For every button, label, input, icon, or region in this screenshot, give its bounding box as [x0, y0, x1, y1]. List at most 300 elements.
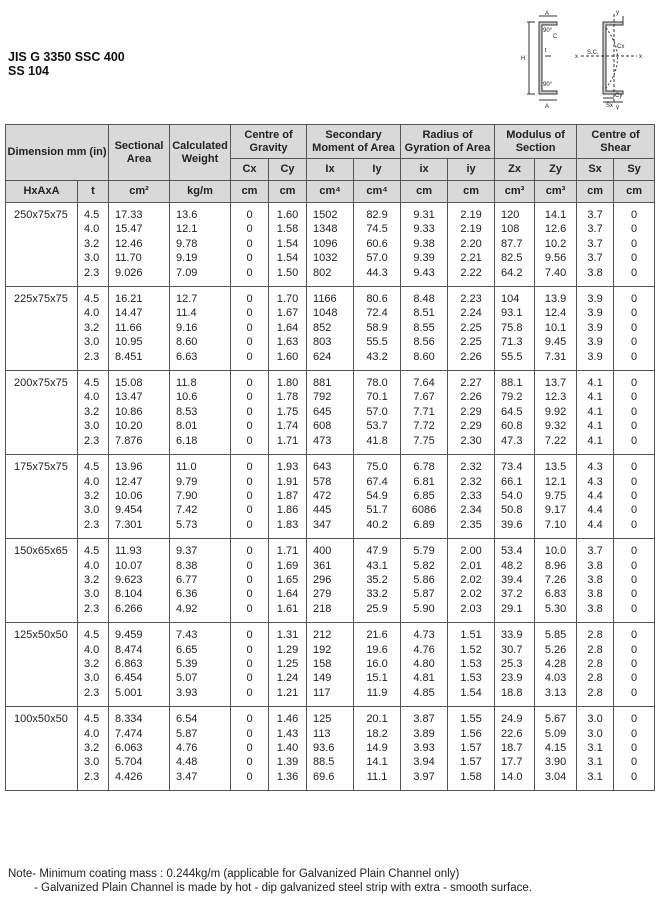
cell-value: 3.87 — [413, 713, 435, 726]
cell-value: 12.46 — [115, 237, 143, 250]
cell-value: 6.89 — [413, 518, 435, 531]
cell-value: 108 — [501, 223, 520, 236]
cell-value: 2.29 — [460, 420, 482, 433]
unit-sx: cm — [577, 181, 614, 203]
cell-value: 54.0 — [501, 489, 523, 502]
header-modulus-section: Modulus of Section — [495, 125, 577, 159]
cell-value: 4.1 — [587, 391, 603, 404]
cell-value: 2.20 — [460, 237, 482, 250]
cell-value: 14.1 — [366, 756, 388, 769]
cell-value: 8.451 — [115, 350, 143, 363]
cell-value: 1.65 — [276, 573, 299, 586]
cell-value: 803 — [313, 336, 332, 349]
cell-value: 0 — [631, 350, 638, 363]
cell-value: 0 — [246, 727, 253, 740]
cell-value: 0 — [246, 770, 253, 783]
cell-value: 14.1 — [544, 209, 567, 221]
cell-value: 149 — [313, 672, 332, 685]
cell-value: 9.623 — [115, 573, 143, 586]
cell-sy — [614, 707, 655, 791]
diagram-label-cx: Cx — [617, 44, 625, 50]
cell-value: 3.1 — [587, 770, 603, 783]
cell-value: 80.6 — [366, 293, 388, 306]
cell-value: 0 — [631, 573, 638, 586]
diagram-label-x-left: x — [575, 54, 578, 60]
cell-value: 0 — [246, 377, 253, 390]
cell-value: 0 — [631, 672, 638, 685]
cell-sx — [577, 455, 614, 539]
cell-value: 0 — [246, 266, 253, 279]
cell-value: 361 — [313, 559, 332, 572]
cell-value: 1.21 — [276, 686, 299, 699]
cell-value: 93.6 — [313, 742, 335, 754]
cell-ix-radius — [401, 287, 448, 371]
cell-value: 624 — [313, 350, 332, 363]
cell-value: 6.063 — [115, 742, 143, 754]
cell-t — [78, 707, 109, 791]
cell-value: 2.3 — [84, 434, 100, 447]
cell-value: 75.8 — [501, 321, 523, 334]
cell-value: 1.46 — [276, 713, 299, 726]
cell-value: 0 — [631, 237, 638, 250]
cell-cy — [269, 287, 307, 371]
cell-value: 25.9 — [366, 602, 388, 615]
cell-value: 9.454 — [115, 504, 143, 517]
cell-value: 6.85 — [413, 489, 435, 502]
cell-value: 20.1 — [366, 713, 388, 726]
cell-value: 0 — [631, 770, 638, 783]
cell-value: 10.0 — [544, 545, 567, 558]
cell-value: 4.76 — [413, 643, 435, 656]
cell-value: 1.83 — [276, 518, 299, 531]
cell-zy — [535, 287, 577, 371]
cell-value: 0 — [246, 756, 253, 769]
cell-value: 7.40 — [544, 266, 567, 279]
cell-value: 0 — [246, 223, 253, 236]
cell-value: 2.01 — [460, 559, 482, 572]
cell-value: 1.75 — [276, 405, 299, 418]
cell-value: 1.58 — [276, 223, 299, 236]
cell-value: 0 — [631, 518, 638, 531]
cell-value: 2.26 — [460, 391, 482, 404]
cell-value: 0 — [246, 252, 253, 265]
cell-value: 10.86 — [115, 405, 143, 418]
cell-sx — [577, 287, 614, 371]
header-radius-gyration: Radius of Gyration of Area — [401, 125, 495, 159]
cell-value: 1.53 — [460, 672, 482, 685]
cell-value: 78.0 — [366, 377, 388, 390]
cell-value: 5.85 — [544, 629, 567, 642]
cell-value: 72.4 — [366, 307, 388, 320]
unit-ix-moment: cm⁴ — [307, 181, 354, 203]
cell-value: 6.36 — [176, 588, 198, 601]
cell-value: 7.71 — [413, 405, 435, 418]
cell-value: 19.6 — [366, 643, 388, 656]
cell-value: 2.03 — [460, 602, 482, 615]
cell-value: 16.0 — [366, 657, 388, 670]
cell-value: 40.2 — [366, 518, 388, 531]
cell-iy-moment — [354, 203, 401, 287]
cell-value: 7.64 — [413, 377, 435, 390]
cell-value: 48.2 — [501, 559, 523, 572]
cell-value: 64.2 — [501, 266, 523, 279]
cell-cx — [231, 623, 269, 707]
cell-value: 0 — [631, 475, 638, 488]
header-dimension: Dimension mm (in) — [6, 125, 109, 181]
cell-value: 6.63 — [176, 350, 198, 363]
cell-value: 7.474 — [115, 727, 143, 740]
cell-cy — [269, 455, 307, 539]
cell-sectional-area — [109, 203, 170, 287]
cell-value: 3.0 — [84, 672, 100, 685]
cell-value: 2.02 — [460, 573, 482, 586]
cell-sectional-area — [109, 707, 170, 791]
header-sx: Sx — [577, 159, 614, 181]
cell-value: 3.7 — [587, 252, 603, 265]
header-iy-radius: iy — [448, 159, 495, 181]
cell-value: 60.6 — [366, 237, 388, 250]
cell-value: 0 — [246, 545, 253, 558]
diagram-label-t: t — [545, 48, 547, 54]
cell-ix-moment — [307, 539, 354, 623]
cell-sy — [614, 539, 655, 623]
cell-value: 9.92 — [544, 405, 567, 418]
cell-value: 0 — [246, 391, 253, 404]
header-cy: Cy — [269, 159, 307, 181]
cell-value: 4.3 — [587, 461, 603, 474]
cell-value: 4.5 — [84, 461, 100, 474]
cell-value: 5.39 — [176, 657, 198, 670]
cell-value: 2.3 — [84, 350, 100, 363]
cell-value: 93.1 — [501, 307, 523, 320]
diagram-label-x-right: x — [639, 54, 642, 60]
cell-cx — [231, 287, 269, 371]
cell-iy-moment — [354, 707, 401, 791]
diagram-label-angle-top: 90° — [543, 28, 553, 34]
header-sectional-area: Sectional Area — [109, 125, 170, 181]
cell-value: 6.266 — [115, 602, 143, 615]
unit-sy: cm — [614, 181, 655, 203]
cell-value: 1.80 — [276, 377, 299, 390]
header-zx: Zx — [495, 159, 535, 181]
cell-value: 7.09 — [176, 266, 198, 279]
cell-value: 0 — [246, 713, 253, 726]
cell-cy — [269, 707, 307, 791]
cell-value: 5.73 — [176, 518, 198, 531]
header-calculated-weight: Calculated Weight — [170, 125, 231, 181]
cell-value: 1.93 — [276, 461, 299, 474]
cell-value: 67.4 — [366, 475, 388, 488]
cell-value: 1.24 — [276, 672, 299, 685]
cell-value: 13.7 — [544, 377, 567, 390]
cell-value: 4.0 — [84, 559, 100, 572]
cell-value: 11.4 — [176, 307, 197, 320]
header-ix-moment: Ix — [307, 159, 354, 181]
cell-value: 9.459 — [115, 629, 143, 642]
cell-value: 4.426 — [115, 770, 143, 783]
cell-iy-moment — [354, 455, 401, 539]
cell-zy — [535, 623, 577, 707]
cell-value: 0 — [631, 321, 638, 334]
cell-iy-moment — [354, 539, 401, 623]
cell-value: 82.9 — [366, 209, 388, 221]
cell-value: 2.22 — [460, 266, 482, 279]
cell-value: 2.19 — [460, 223, 482, 236]
cell-value: 3.2 — [84, 405, 100, 418]
cell-value: 1.86 — [276, 504, 299, 517]
cell-sy — [614, 455, 655, 539]
cell-zx — [495, 203, 535, 287]
cell-value: 4.5 — [84, 545, 100, 558]
cell-value: 10.06 — [115, 489, 143, 502]
cell-value: 3.8 — [587, 588, 603, 601]
cell-value: 3.89 — [413, 727, 435, 740]
cell-sy — [614, 203, 655, 287]
channel-section-diagram — [505, 8, 653, 110]
cell-value: 14.9 — [366, 742, 388, 754]
cell-cx — [231, 539, 269, 623]
cell-value: 10.07 — [115, 559, 143, 572]
table-row — [6, 371, 655, 455]
cell-value: 29.1 — [501, 602, 523, 615]
cell-value: 852 — [313, 321, 332, 334]
cell-ix-radius — [401, 539, 448, 623]
cell-value: 3.7 — [587, 209, 603, 221]
cell-value: 2.32 — [460, 461, 482, 474]
cell-value: 70.1 — [366, 391, 388, 404]
cell-calculated-weight — [170, 455, 231, 539]
cell-sx — [577, 371, 614, 455]
cell-value: 8.01 — [176, 420, 198, 433]
cell-zx — [495, 707, 535, 791]
spec-standard: JIS G 3350 SSC 400 — [8, 50, 125, 64]
cell-value: 4.0 — [84, 307, 100, 320]
cell-value: 0 — [246, 434, 253, 447]
cell-value: 645 — [313, 405, 332, 418]
cell-value: 39.4 — [501, 573, 523, 586]
cell-value: 5.90 — [413, 602, 435, 615]
cell-value: 1.36 — [276, 770, 299, 783]
cell-value: 69.6 — [313, 770, 335, 783]
cell-value: 6.54 — [176, 713, 198, 726]
cell-value: 15.08 — [115, 377, 143, 390]
cell-value: 3.0 — [84, 336, 100, 349]
cell-value: 2.32 — [460, 475, 482, 488]
cell-value: 1.50 — [276, 266, 299, 279]
cell-value: 3.2 — [84, 237, 100, 250]
cell-value: 1.70 — [276, 293, 299, 306]
unit-area: cm² — [109, 181, 170, 203]
cell-sy — [614, 623, 655, 707]
unit-ix-radius: cm — [401, 181, 448, 203]
cell-value: 8.38 — [176, 559, 198, 572]
cell-value: 7.301 — [115, 518, 143, 531]
cell-value: 47.9 — [366, 545, 388, 558]
cell-value: 3.7 — [587, 237, 603, 250]
cell-value: 4.5 — [84, 293, 100, 306]
cell-value: 4.28 — [544, 657, 567, 670]
cell-calculated-weight — [170, 623, 231, 707]
cell-value: 25.3 — [501, 657, 523, 670]
header-ix-radius: ix — [401, 159, 448, 181]
cell-value: 3.8 — [587, 573, 603, 586]
cell-t — [78, 371, 109, 455]
cell-value: 0 — [246, 602, 253, 615]
cell-value: 1.54 — [276, 252, 299, 265]
cell-value: 1.78 — [276, 391, 299, 404]
cell-value: 1.58 — [460, 770, 482, 783]
cell-value: 3.7 — [587, 223, 603, 236]
table-row — [6, 623, 655, 707]
cell-value: 0 — [631, 713, 638, 726]
cell-value: 0 — [631, 657, 638, 670]
cell-value: 5.30 — [544, 602, 567, 615]
table-row — [6, 287, 655, 371]
cell-value: 35.2 — [366, 573, 388, 586]
cell-value: 14.0 — [501, 770, 523, 783]
cell-value: 1.31 — [276, 629, 299, 642]
cell-value: 9.33 — [413, 223, 435, 236]
cell-value: 0 — [246, 504, 253, 517]
cell-value: 60.8 — [501, 420, 523, 433]
cell-value: 10.1 — [544, 321, 567, 334]
cell-sx — [577, 539, 614, 623]
cell-iy-moment — [354, 371, 401, 455]
cell-value: 2.8 — [587, 643, 603, 656]
cell-value: 44.3 — [366, 266, 388, 279]
cell-sectional-area — [109, 371, 170, 455]
cell-value: 6.454 — [115, 672, 143, 685]
cell-calculated-weight — [170, 287, 231, 371]
diagram-label-sx: Sx — [606, 103, 614, 109]
cell-value: 1.74 — [276, 420, 299, 433]
cell-value: 9.16 — [176, 321, 198, 334]
cell-value: 3.0 — [84, 420, 100, 433]
cell-value: 3.47 — [176, 770, 198, 783]
cell-value: 2.34 — [460, 504, 482, 517]
cell-value: 15.47 — [115, 223, 143, 236]
cell-value: 1.57 — [460, 756, 482, 769]
diagram-label-c: C — [553, 34, 558, 40]
cell-value: 1.55 — [460, 713, 482, 726]
cell-value: 2.29 — [460, 405, 482, 418]
cell-value: 0 — [631, 223, 638, 236]
cell-t — [78, 203, 109, 287]
cell-value: 12.7 — [176, 293, 198, 306]
header-cx: Cx — [231, 159, 269, 181]
cell-iy-radius — [448, 371, 495, 455]
cell-value: 43.1 — [366, 559, 388, 572]
cell-size: 100x50x50 — [6, 707, 78, 791]
cell-value: 23.9 — [501, 672, 523, 685]
cell-value: 2.33 — [460, 489, 482, 502]
cell-cx — [231, 707, 269, 791]
cell-value: 0 — [246, 686, 253, 699]
cell-value: 3.2 — [84, 489, 100, 502]
cell-value: 13.9 — [544, 293, 567, 306]
cell-ix-moment — [307, 623, 354, 707]
cell-value: 0 — [631, 629, 638, 642]
cell-value: 0 — [246, 405, 253, 418]
cell-value: 1.69 — [276, 559, 299, 572]
cell-value: 3.2 — [84, 321, 100, 334]
cell-value: 13.96 — [115, 461, 143, 474]
cell-value: 9.79 — [176, 475, 198, 488]
cell-value: 3.94 — [413, 756, 435, 769]
cell-value: 4.1 — [587, 405, 603, 418]
diagram-label-angle-bottom: 90° — [543, 82, 553, 88]
cell-value: 6.83 — [544, 588, 567, 601]
cell-value: 212 — [313, 629, 332, 642]
cell-value: 4.5 — [84, 629, 100, 642]
cell-iy-radius — [448, 287, 495, 371]
unit-iy-moment: cm⁴ — [354, 181, 401, 203]
cell-value: 125 — [313, 713, 332, 726]
cell-value: 4.0 — [84, 391, 100, 404]
cell-iy-moment — [354, 287, 401, 371]
cell-value: 9.75 — [544, 489, 567, 502]
cell-value: 445 — [313, 504, 332, 517]
cell-iy-radius — [448, 707, 495, 791]
cell-value: 1.25 — [276, 657, 299, 670]
cell-value: 6086 — [411, 504, 437, 517]
note-galvanized-channel: - Galvanized Plain Channel is made by hot - dip galvanized steel strip with extra - smooth surface. — [34, 882, 532, 894]
cell-value: 3.13 — [544, 686, 567, 699]
cell-value: 0 — [246, 420, 253, 433]
cell-value: 8.474 — [115, 643, 143, 656]
table-row — [6, 539, 655, 623]
cell-value: 5.79 — [413, 545, 435, 558]
header-hxaxa: HxAxA — [6, 181, 78, 203]
cell-value: 4.03 — [544, 672, 567, 685]
cell-value: 37.2 — [501, 588, 523, 601]
cell-value: 43.2 — [366, 350, 388, 363]
cell-value: 7.876 — [115, 434, 143, 447]
note-coating-mass: Note- Minimum coating mass : 0.244kg/m (applicable for Galvanized Plain Channel only) — [8, 868, 460, 880]
unit-zy: cm³ — [535, 181, 577, 203]
cell-value: 8.96 — [544, 559, 567, 572]
cell-value: 41.8 — [366, 434, 388, 447]
cell-ix-radius — [401, 455, 448, 539]
cell-t — [78, 287, 109, 371]
unit-cy: cm — [269, 181, 307, 203]
cell-value: 9.37 — [176, 545, 198, 558]
cell-size: 200x75x75 — [6, 371, 78, 455]
diagram-label-shear-centre: S.C. — [587, 50, 599, 56]
cell-value: 11.8 — [176, 377, 197, 390]
cell-value: 54.9 — [366, 489, 388, 502]
cell-value: 0 — [246, 293, 253, 306]
cell-value: 608 — [313, 420, 332, 433]
cell-value: 7.72 — [413, 420, 435, 433]
cell-value: 8.334 — [115, 713, 143, 726]
cell-value: 3.9 — [587, 350, 603, 363]
cell-value: 4.80 — [413, 657, 435, 670]
cell-value: 5.07 — [176, 672, 198, 685]
cell-value: 17.33 — [115, 209, 143, 221]
cell-value: 3.9 — [587, 307, 603, 320]
cell-value: 7.22 — [544, 434, 567, 447]
cell-value: 117 — [313, 686, 331, 699]
cell-value: 4.1 — [587, 377, 603, 390]
cell-value: 104 — [501, 293, 520, 306]
cell-ix-moment — [307, 707, 354, 791]
cell-value: 473 — [313, 434, 332, 447]
cell-value: 5.87 — [413, 588, 435, 601]
cell-value: 2.3 — [84, 602, 100, 615]
cell-size: 250x75x75 — [6, 203, 78, 287]
cell-value: 53.4 — [501, 545, 523, 558]
